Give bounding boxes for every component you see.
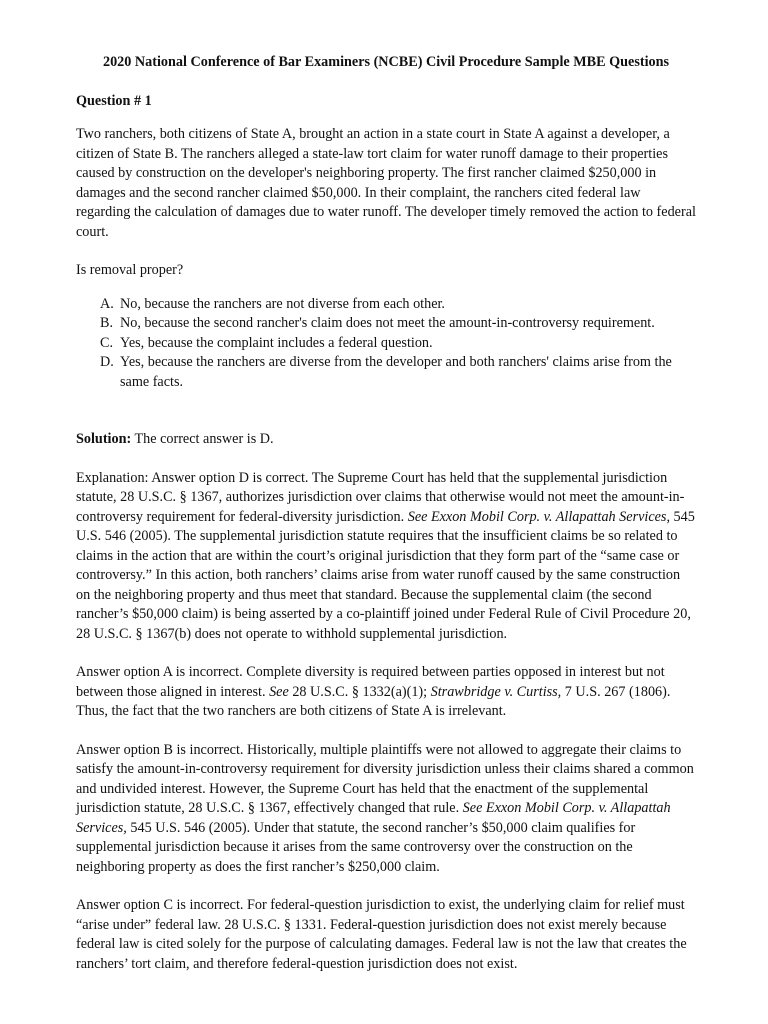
option-text: Yes, because the ranchers are diverse from the developer and both ranchers' claims arise from the same facts. <box>120 354 672 390</box>
answer-b-text-2: 545 U.S. 546 (2005). Under that statute, the second rancher’s $50,000 claim qualifies for supplemental jurisdiction because it arises from the same controversy over the construction on the neighboring property as does the first rancher’s $250,000 claim. <box>76 819 636 875</box>
explanation-paragraph <box>76 469 696 645</box>
answer-a-text-3: 7 U.S. 267 (1806). Thus, the fact that the two ranchers are both citizens of State A is irrelevant. <box>76 683 671 719</box>
question-number: Question # 1 <box>76 93 152 109</box>
option-text: No, because the ranchers are not diverse from each other. <box>120 295 445 312</box>
explanation-citation: See Exxon Mobil Corp. v. Allapattah Services, <box>407 508 670 525</box>
answer-a-text-2: 28 U.S.C. § 1332(a)(1); <box>288 683 431 700</box>
answer-c-paragraph: Answer option C is incorrect. For federal-question jurisdiction to exist, the underlying claim for relief must “arise under” federal law. 28 U.S.C. § 1331. Federal-question jurisdiction does not exist merely because federal law is cited solely for the purpose of calculating damages. Federal law is not the law that creates the ranchers’ tort claim, and therefore federal-question jurisdiction does not exist. <box>76 897 687 972</box>
fact-pattern: Two ranchers, both citizens of State A, brought an action in a state court in State A against a developer, a citizen of State B. The ranchers alleged a state-law tort claim for water runoff damage to their properties caused by construction on the developer's neighboring property. The first rancher claimed $250,000 in damages and the second rancher claimed $50,000. In their complaint, the ranchers cited federal law regarding the calculation of damages due to water runoff. The developer timely removed the action to federal court. <box>76 126 696 240</box>
answer-a-paragraph <box>76 663 696 722</box>
answer-b-text-1: Answer option B is incorrect. Historically, multiple plaintiffs were not allowed to aggregate their claims to satisfy the amount-in-controversy requirement for diversity jurisdiction unless their claims shared a common and undivided interest. However, the Supreme Court has held that the enactment of the supplemental jurisdiction statute, 28 U.S.C. § 1367, effectively changed that rule. <box>76 741 694 816</box>
answer-option-c <box>76 334 696 354</box>
call-of-question: Is removal proper? <box>76 262 184 278</box>
explanation-text-2: 545 U.S. 546 (2005). The supplemental jurisdiction statute requires that the insufficient claims be so related to claims in the action that are within the court’s original jurisdiction that they form part of the “same case or controversy.” In this action, both ranchers’ claims arise from water runoff caused by the same construction on the neighboring property and thus meet that standard. Because the supplemental claim (the second rancher’s $50,000 claim) is being asserted by a co-plaintiff joined under Federal Rule of Civil Procedure 20, 28 U.S.C. § 1367(b) does not operate to withhold supplemental jurisdiction. <box>76 508 695 642</box>
answer-a-see: See <box>269 683 289 700</box>
answer-b-paragraph <box>76 741 696 878</box>
answer-options-list <box>76 295 696 393</box>
answer-a-citation: Strawbridge v. Curtiss, <box>430 683 562 700</box>
option-letter: A. <box>100 295 114 312</box>
answer-option-a <box>76 295 696 315</box>
option-letter: D. <box>100 354 114 370</box>
answer-option-b <box>76 314 696 334</box>
answer-option-d <box>76 353 696 392</box>
explanation-text-1: Explanation: Answer option D is correct. The Supreme Court has held that the supplemental jurisdiction statute, 28 U.S.C. § 1367, authorizes jurisdiction over claims that otherwise would not meet the amount-in-controversy requirement for federal-diversity jurisdiction. <box>76 469 685 525</box>
solution-paragraph <box>76 430 696 450</box>
solution-text: The correct answer is D. <box>131 431 274 447</box>
option-letter: B. <box>100 315 114 331</box>
answer-a-text-1: Answer option A is incorrect. Complete diversity is required between parties opposed in interest but not between those aligned in interest. <box>76 664 665 700</box>
option-text: Yes, because the complaint includes a federal question. <box>120 334 433 351</box>
option-text: No, because the second rancher's claim does not meet the amount-in-controversy requirement. <box>120 315 655 331</box>
document-title: 2020 National Conference of Bar Examiners (NCBE) Civil Procedure Sample MBE Questions <box>102 54 670 70</box>
option-letter: C. <box>100 334 114 351</box>
solution-label: Solution: <box>76 431 132 447</box>
answer-b-citation: See Exxon Mobil Corp. v. Allapattah Services, <box>76 800 671 836</box>
